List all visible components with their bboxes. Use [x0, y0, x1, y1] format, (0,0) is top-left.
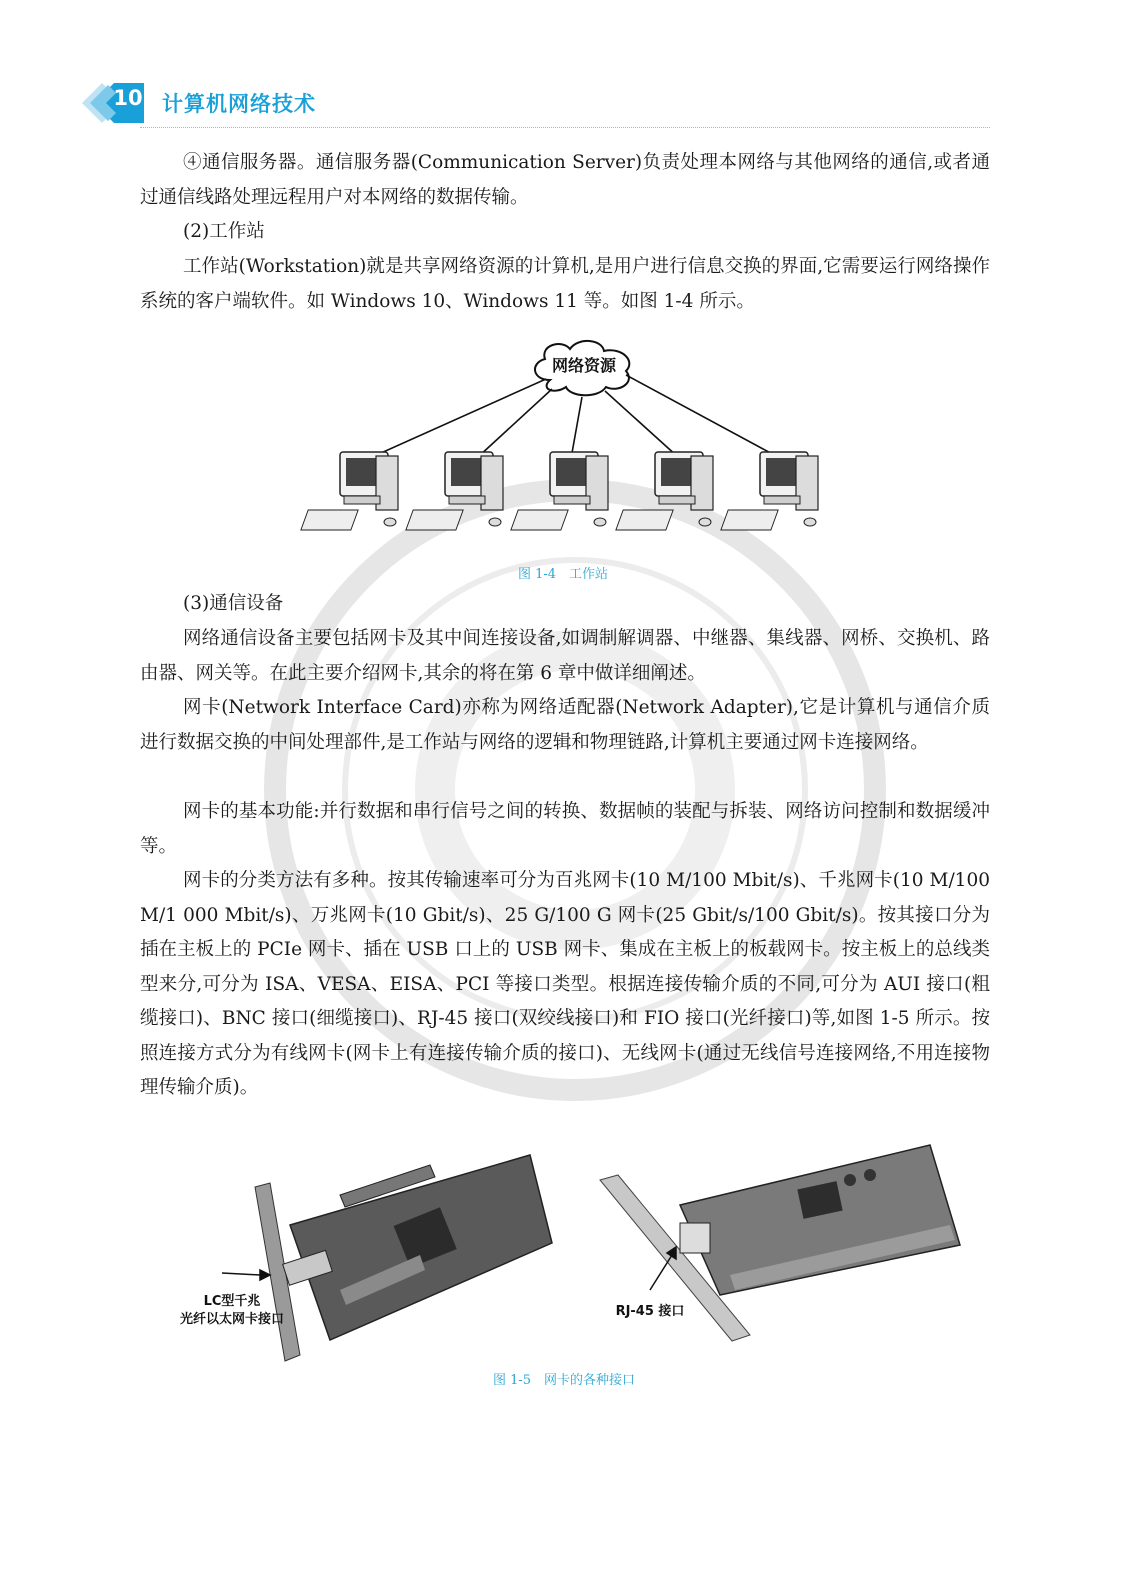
header-divider — [140, 127, 990, 128]
workstation-icon — [301, 452, 398, 530]
book-title: 计算机网络技术 — [162, 92, 316, 116]
cloud-label: 网络资源 — [551, 356, 617, 375]
workstation-icon — [616, 452, 713, 530]
nic-interfaces-figure — [160, 1125, 980, 1370]
paragraph-nic-functions: 网卡的基本功能:并行数据和串行信号之间的转换、数据帧的装配与拆装、网络访问控制和数据缓冲等。 — [140, 801, 990, 857]
page-number: 10 — [113, 86, 143, 110]
workstation-icon — [721, 452, 818, 530]
workstation-icon — [406, 452, 503, 530]
workstation-network-diagram — [300, 335, 830, 550]
heading-workstation: (2)工作站 — [183, 221, 265, 242]
heading-communication-devices: (3)通信设备 — [183, 593, 284, 614]
label-lc-line2: 光纤以太网卡接口 — [179, 1312, 285, 1327]
figure-1-5-caption: 图 1-5 网卡的各种接口 — [492, 1373, 636, 1388]
fiber-nic-image — [255, 1155, 552, 1361]
paragraph-devices: 网络通信设备主要包括网卡及其中间连接设备,如调制解调器、中继器、集线器、网桥、交换机、路由器、网关等。在此主要介绍网卡,其余的将在第 6 章中做详细阐述。 — [140, 628, 990, 684]
figure-1-4-caption: 图 1-4 工作站 — [517, 567, 609, 582]
paragraph-nic-classification: 网卡的分类方法有多种。按其传输速率可分为百兆网卡(10 M/100 Mbit/s)、千兆网卡(10 M/100 M/1 000 Mbit/s)、万兆网卡(10 Gbit/s)、25 G/100 G 网卡(25 Gbit/s/100 Gbit/s)。按其接口分为插在主板上的 PCIe 网卡、插在 USB 口上的 USB 网卡、集成在主板上的板载网卡。按主板上的总线类型来分,可分为 ISA、VESA、EISA、PCI 等接口类型。根据连接传输介质的不同,可分为 AUI 接口(粗缆接口)、BNC 接口(细缆接口)、RJ-45 接口(双绞线接口)和 FIO 接口(光纤接口)等,如图 1-5 所示。按照连接方式分为有线网卡(网卡上有连接传输介质的接口)、无线网卡(通过无线信号连接网络,不用连接物理传输介质)。 — [140, 870, 990, 1098]
arrow-icon — [222, 1270, 270, 1280]
workstation-icon — [511, 452, 608, 530]
paragraph-nic-definition: 网卡(Network Interface Card)亦称为网络适配器(Network Adapter),它是计算机与通信介质进行数据交换的中间处理部件,是工作站与网络的逻辑和物理链路,计算机主要通过网卡连接网络。 — [140, 697, 990, 753]
label-lc-line1: LC型千兆 — [203, 1294, 261, 1309]
paragraph-communication-server: ④通信服务器。通信服务器(Communication Server)负责处理本网络与其他网络的通信,或者通过通信线路处理远程用户对本网络的数据传输。 — [140, 152, 990, 208]
label-rj45: RJ-45 接口 — [615, 1304, 685, 1319]
paragraph-workstation: 工作站(Workstation)就是共享网络资源的计算机,是用户进行信息交换的界面,它需要运行网络操作系统的客户端软件。如 Windows 10、Windows 11 等。如图 1-4 所示。 — [140, 256, 990, 312]
